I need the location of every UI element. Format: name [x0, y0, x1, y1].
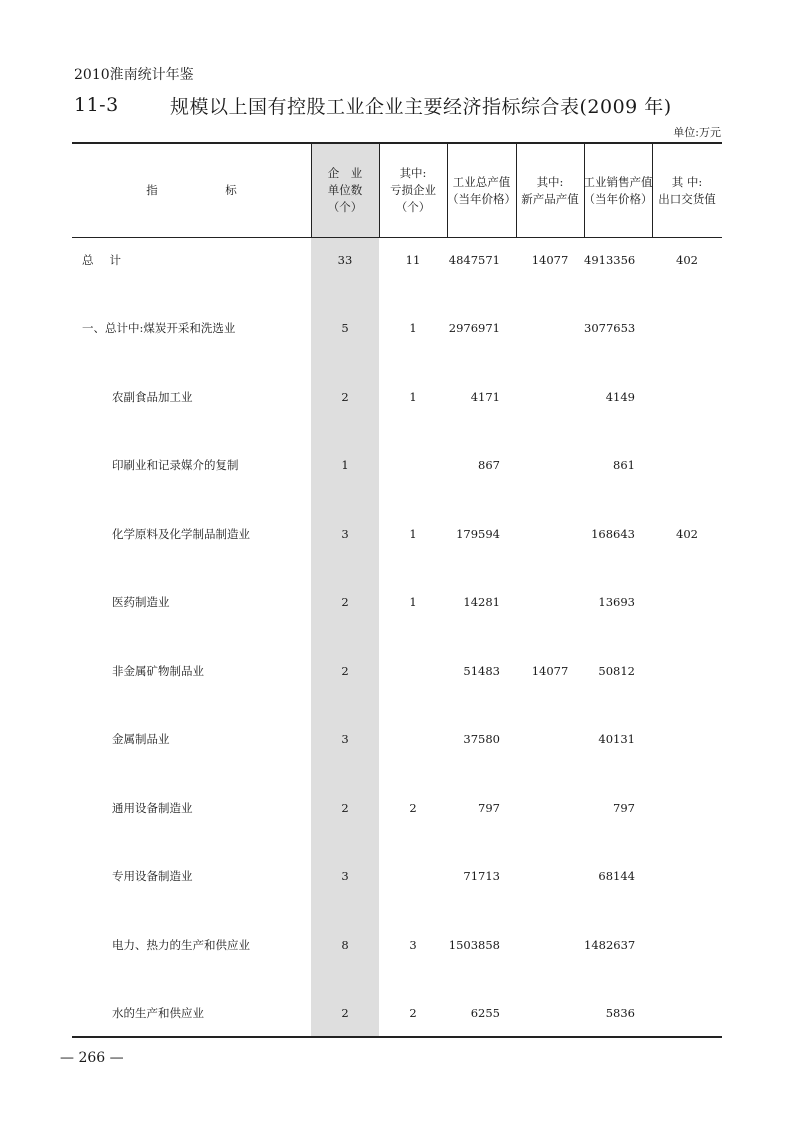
cell-sales-output: 5836	[605, 1006, 635, 1020]
cell-loss-making: 2	[409, 1006, 417, 1020]
cell-gross-output: 14281	[463, 595, 500, 609]
row-label: 通用设备制造业	[112, 801, 193, 815]
cell-sales-output: 68144	[598, 869, 635, 883]
cell-loss-making: 11	[405, 253, 421, 267]
table-row	[72, 318, 722, 338]
cell-sales-output: 168643	[591, 527, 635, 541]
row-label: 医药制造业	[112, 595, 170, 609]
table-row	[72, 729, 722, 749]
cell-sales-output: 40131	[598, 732, 635, 746]
unit-label: 单位:万元	[673, 126, 721, 139]
cell-sales-output: 50812	[598, 664, 635, 678]
cell-gross-output: 4171	[470, 390, 500, 404]
cell-gross-output: 1503858	[448, 938, 500, 952]
page-number: — 266 —	[60, 1050, 124, 1066]
cell-sales-output: 3077653	[584, 321, 636, 335]
row-label: 水的生产和供应业	[112, 1006, 204, 1020]
row-label: 电力、热力的生产和供应业	[112, 938, 250, 952]
cell-units: 3	[341, 527, 349, 541]
row-label: 非金属矿物制品业	[112, 664, 204, 678]
cell-loss-making: 1	[409, 321, 417, 335]
cell-loss-making: 3	[409, 938, 417, 952]
header-units: 企 业 单位数 （个）	[327, 166, 363, 214]
table-row-total	[72, 250, 722, 270]
cell-new-product-output: 14077	[531, 664, 569, 678]
book-title: 2010淮南统计年鉴	[74, 67, 194, 83]
row-label: 总计	[82, 253, 137, 267]
table-title: 规模以上国有控股工业企业主要经济指标综合表(2009 年)	[170, 96, 672, 118]
cell-gross-output: 71713	[463, 869, 500, 883]
table-row	[72, 935, 722, 955]
cell-sales-output: 4913356	[584, 253, 636, 267]
table-row	[72, 798, 722, 818]
cell-loss-making: 1	[409, 527, 417, 541]
row-label: 金属制品业	[112, 732, 170, 746]
cell-gross-output: 2976971	[448, 321, 500, 335]
cell-units: 5	[341, 321, 349, 335]
cell-units: 3	[341, 869, 349, 883]
cell-gross-output: 4847571	[448, 253, 500, 267]
cell-units: 2	[341, 801, 349, 815]
table-row	[72, 387, 722, 407]
table-header-rule	[72, 237, 722, 238]
cell-sales-output: 13693	[598, 595, 635, 609]
row-label: 印刷业和记录媒介的复制	[112, 458, 239, 472]
statistics-table	[72, 142, 722, 1038]
cell-loss-making: 2	[409, 801, 417, 815]
cell-gross-output: 179594	[456, 527, 500, 541]
table-row	[72, 1003, 722, 1023]
cell-loss-making: 1	[409, 390, 417, 404]
header-indicator: 指 标	[146, 183, 265, 197]
table-row	[72, 866, 722, 886]
cell-gross-output: 867	[478, 458, 500, 472]
header-sales-output: 工业销售产值 （当年价格）	[583, 174, 653, 206]
cell-units: 33	[337, 253, 353, 267]
cell-sales-output: 861	[613, 458, 635, 472]
header-loss-making: 其中: 亏损企业 （个）	[390, 166, 436, 214]
cell-sales-output: 797	[613, 801, 635, 815]
cell-units: 2	[341, 1006, 349, 1020]
shaded-column	[311, 142, 379, 1038]
table-bottom-rule	[72, 1036, 722, 1038]
cell-gross-output: 797	[478, 801, 500, 815]
cell-gross-output: 6255	[470, 1006, 500, 1020]
cell-units: 8	[341, 938, 349, 952]
table-row	[72, 455, 722, 475]
table-row	[72, 524, 722, 544]
cell-units: 1	[341, 458, 349, 472]
row-label: 一、总计中:煤炭开采和洗选业	[82, 321, 236, 335]
cell-sales-output: 4149	[605, 390, 635, 404]
cell-units: 2	[341, 664, 349, 678]
header-export-value: 其 中: 出口交货值	[658, 174, 716, 206]
table-row	[72, 661, 722, 681]
cell-gross-output: 37580	[463, 732, 500, 746]
cell-loss-making: 1	[409, 595, 417, 609]
cell-new-product-output: 14077	[531, 253, 569, 267]
header-new-product-output: 其中: 新产品产值	[521, 174, 579, 206]
table-row	[72, 592, 722, 612]
cell-gross-output: 51483	[463, 664, 500, 678]
cell-units: 2	[341, 390, 349, 404]
cell-export-value: 402	[676, 527, 698, 541]
cell-export-value: 402	[676, 253, 698, 267]
table-number: 11-3	[74, 94, 119, 116]
row-label: 农副食品加工业	[112, 390, 193, 404]
cell-units: 2	[341, 595, 349, 609]
header-gross-output: 工业总产值 （当年价格）	[447, 174, 516, 206]
row-label: 专用设备制造业	[112, 869, 193, 883]
cell-sales-output: 1482637	[584, 938, 636, 952]
row-label: 化学原料及化学制品制造业	[112, 527, 250, 541]
cell-units: 3	[341, 732, 349, 746]
